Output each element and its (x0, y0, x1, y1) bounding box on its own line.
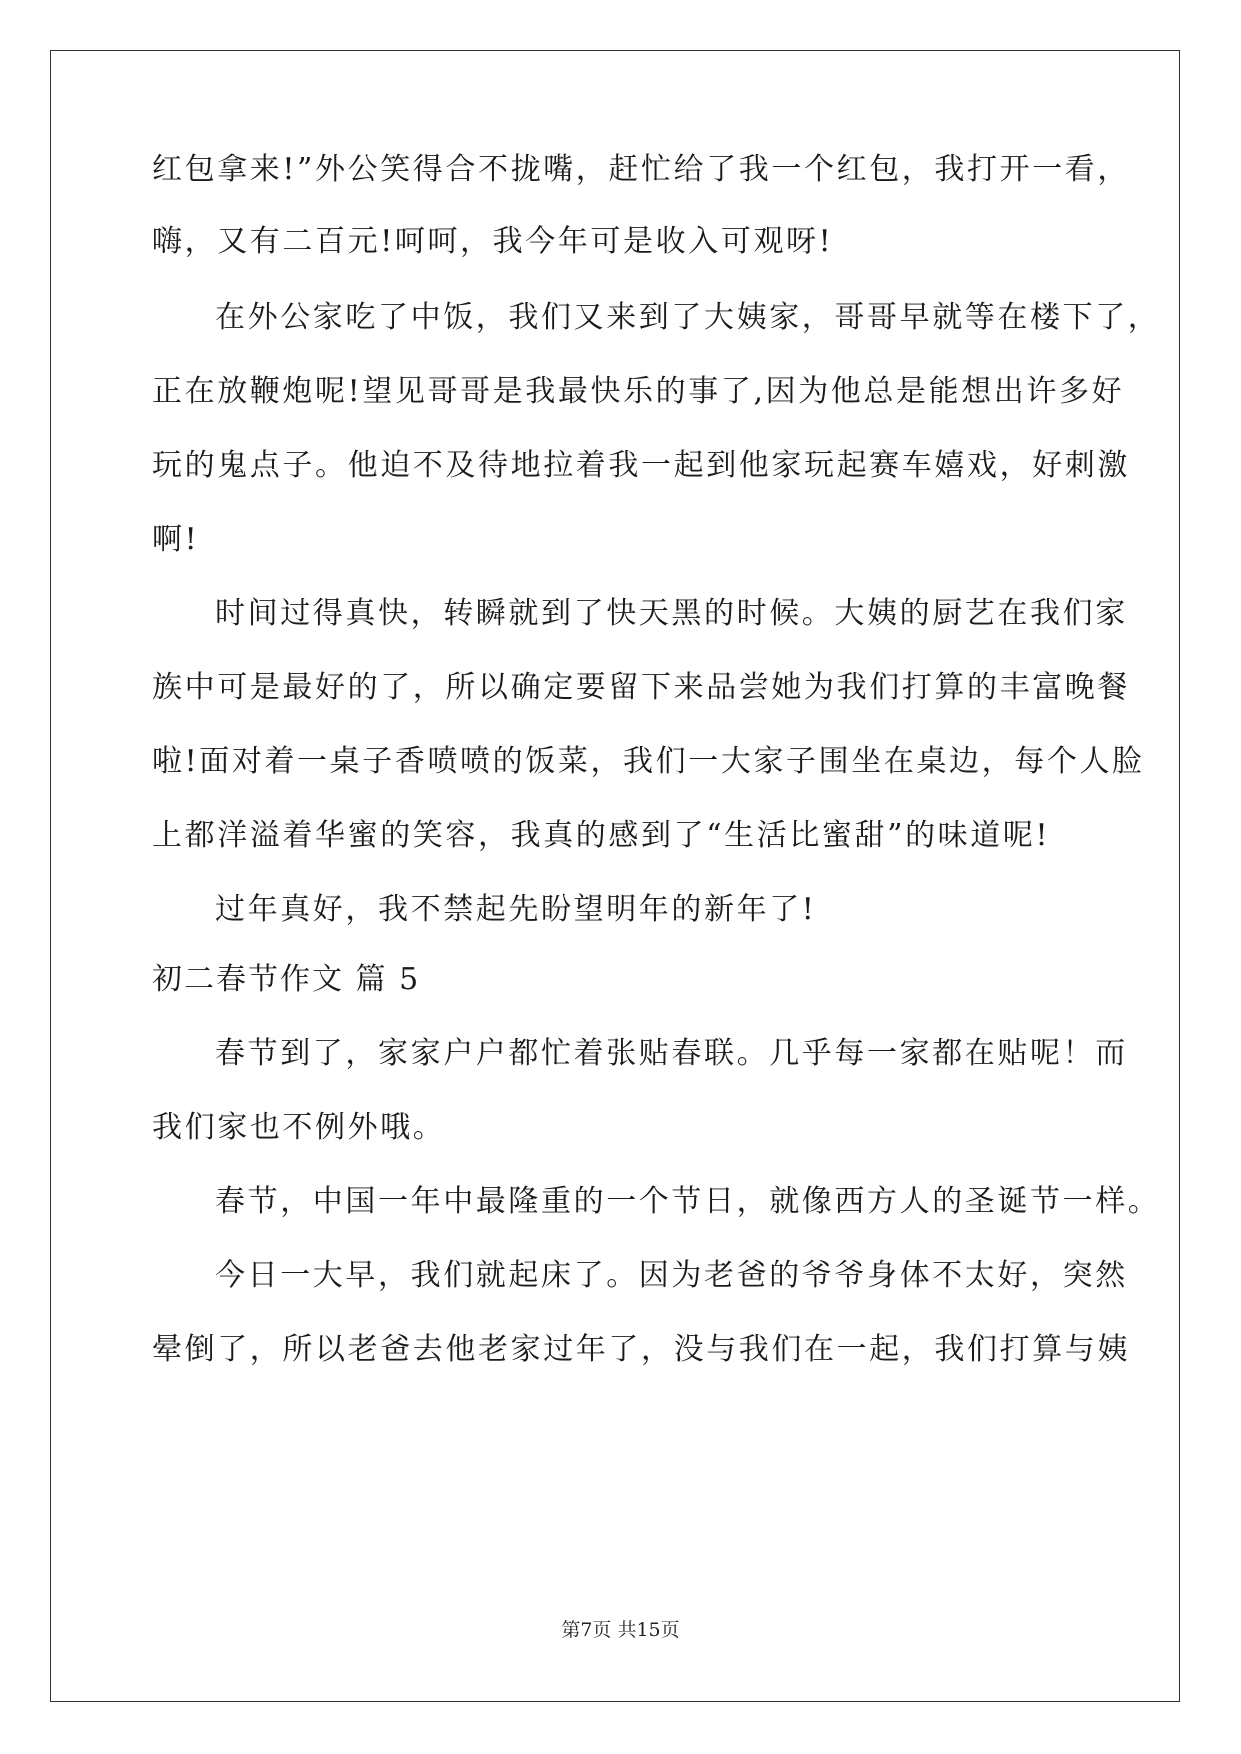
body-line-11: 过年真好，我不禁起先盼望明年的新年了! (215, 892, 817, 927)
body-line-10: 上都洋溢着华蜜的笑容，我真的感到了“生活比蜜甜”的味道呢! (152, 818, 1051, 853)
section-heading: 初二春节作文 篇 5 (152, 962, 421, 997)
body-line-12: 春节到了，家家户户都忙着张贴春联。几乎每一家都在贴呢！而 (215, 1036, 1128, 1071)
body-line-7: 时间过得真快，转瞬就到了快天黑的时候。大姨的厨艺在我们家 (215, 596, 1128, 631)
body-line-15: 今日一大早，我们就起床了。因为老爸的爷爷身体不太好，突然 (215, 1258, 1128, 1293)
body-line-2: 嗨，又有二百元!呵呵，我今年可是收入可观呀! (152, 224, 834, 259)
body-line-1: 红包拿来!”外公笑得合不拢嘴，赶忙给了我一个红包，我打开一看， (152, 152, 1130, 187)
body-line-3: 在外公家吃了中饭，我们又来到了大姨家，哥哥早就等在楼下了， (215, 300, 1161, 335)
body-line-13: 我们家也不例外哦。 (152, 1110, 446, 1145)
body-line-5: 玩的鬼点子。他迫不及待地拉着我一起到他家玩起赛车嬉戏，好刺激 (152, 448, 1130, 483)
body-line-16: 晕倒了，所以老爸去他老家过年了，没与我们在一起，我们打算与姨 (152, 1332, 1130, 1367)
body-line-4: 正在放鞭炮呢!望见哥哥是我最快乐的事了,因为他总是能想出许多好 (152, 374, 1125, 409)
page-number-footer: 第7页 共15页 (561, 1619, 680, 1641)
body-line-9: 啦!面对着一桌子香喷喷的饭菜，我们一大家子围坐在桌边，每个人脸 (152, 744, 1145, 779)
body-line-8: 族中可是最好的了，所以确定要留下来品尝她为我们打算的丰富晚餐 (152, 670, 1130, 705)
body-line-14: 春节，中国一年中最隆重的一个节日，就像西方人的圣诞节一样。 (215, 1184, 1161, 1219)
body-line-6: 啊! (152, 522, 200, 557)
